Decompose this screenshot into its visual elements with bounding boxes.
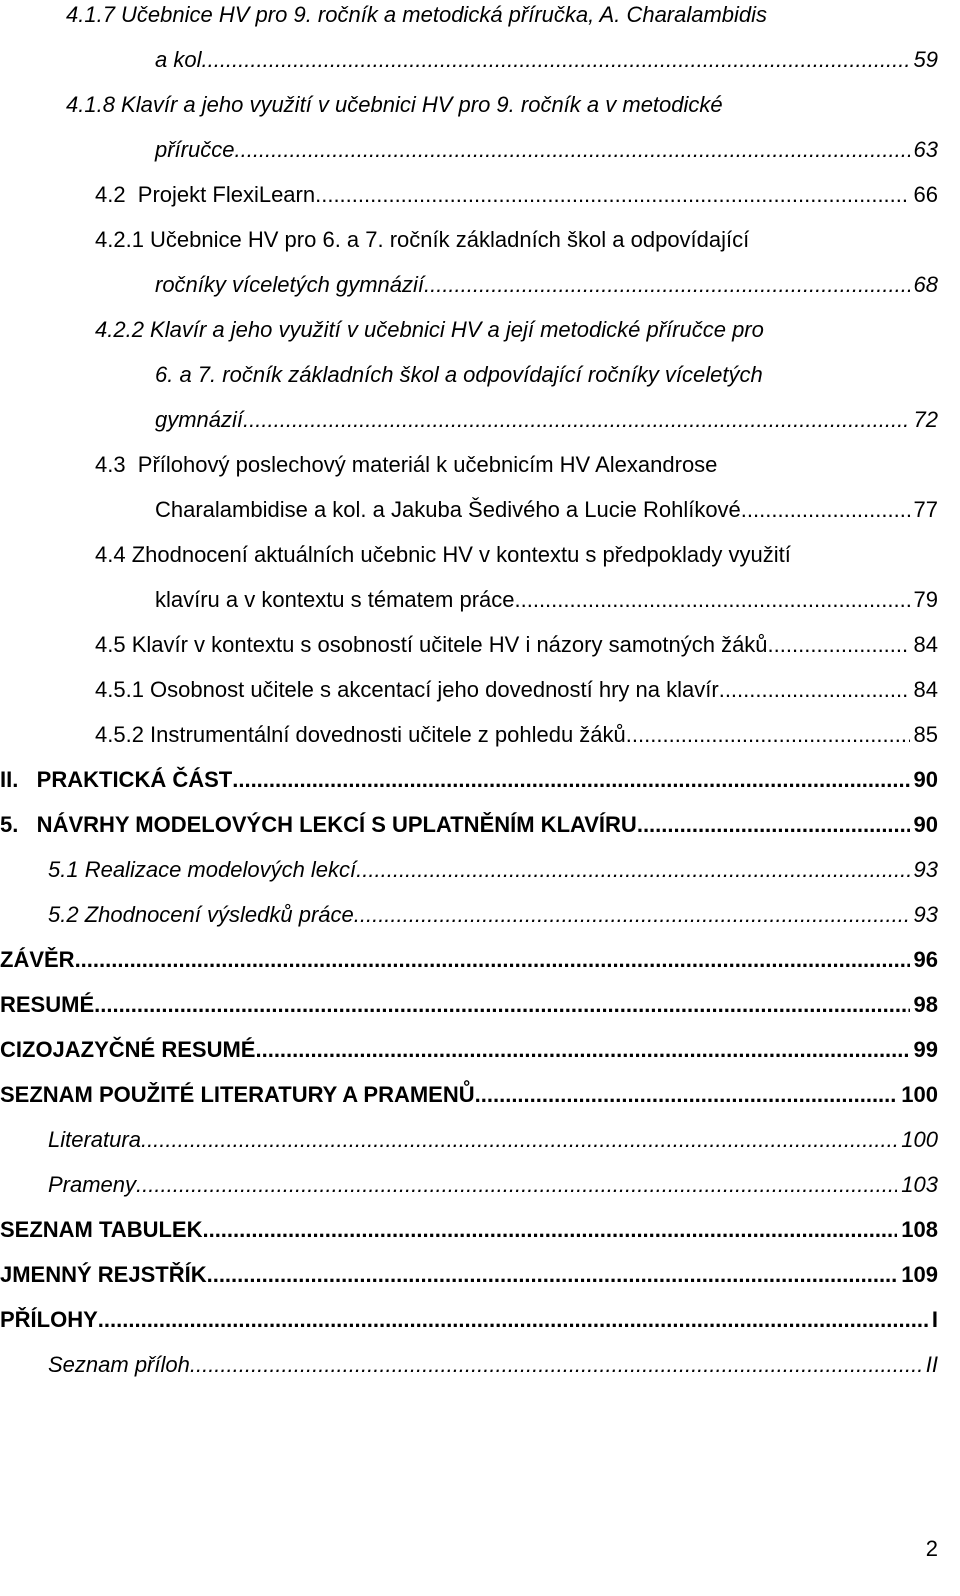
toc-page-number: 90 <box>913 812 938 837</box>
toc-entry-title: příručce <box>155 137 235 162</box>
toc-page-number: 68 <box>913 272 938 297</box>
toc-entry-4-5-1[interactable] <box>95 667 938 703</box>
toc-page-number: 93 <box>913 857 938 882</box>
toc-entry-name-index[interactable] <box>0 1252 938 1288</box>
toc-entry-title: Charalambidise a kol. a Jakuba Šedivého a Lucie Rohlíkové <box>155 497 741 522</box>
toc-entry-part-2[interactable] <box>0 757 938 793</box>
toc-entry-title: Prameny <box>48 1172 137 1197</box>
toc-page-number: 79 <box>913 587 938 612</box>
toc-entry-4-3-line1 <box>95 442 938 478</box>
toc-page-number: 109 <box>901 1262 938 1287</box>
toc-entry-4-2-1-line1 <box>95 217 938 253</box>
toc-entry-title: CIZOJAZYČNÉ RESUMÉ <box>0 1037 256 1062</box>
dot-leader <box>475 1082 898 1108</box>
toc-page-number: 108 <box>901 1217 938 1242</box>
toc-entry-title: 4.5 Klavír v kontextu s osobností učitele HV i názory samotných žáků <box>95 632 768 657</box>
toc-entry-title: PŘÍLOHY <box>0 1307 98 1332</box>
toc-entry-4-2-1[interactable] <box>155 262 938 298</box>
toc-entry-4-1-7[interactable] <box>155 37 938 73</box>
toc-entry-4-2-2-line1 <box>95 307 938 343</box>
toc-entry-5-2[interactable] <box>48 892 938 928</box>
dot-leader <box>315 182 909 208</box>
toc-page-number: 63 <box>913 137 938 162</box>
dot-leader <box>255 1037 909 1063</box>
toc-page-number: 85 <box>913 722 938 747</box>
toc-entry-title: 5. NÁVRHY MODELOVÝCH LEKCÍ S UPLATNĚNÍM KLAVÍRU <box>0 812 637 837</box>
toc-entry-5[interactable] <box>0 802 938 838</box>
toc-entry-title: 4.4 Zhodnocení aktuálních učebnic HV v kontextu s předpoklady využití <box>95 542 791 567</box>
toc-entry-title: 4.1.7 Učebnice HV pro 9. ročník a metodická příručka, A. Charalambidis <box>66 2 768 27</box>
dot-leader <box>356 857 909 883</box>
toc-entry-4-2-2[interactable] <box>155 397 938 433</box>
dot-leader <box>626 722 910 748</box>
toc-entry-title: klavíru a v kontextu s tématem práce <box>155 587 515 612</box>
toc-entry-4-3[interactable] <box>155 487 938 523</box>
toc-page-number: 84 <box>913 632 938 657</box>
toc-page-number: 96 <box>913 947 938 972</box>
toc-entry-title: a kol. <box>155 47 208 72</box>
dot-leader <box>136 1172 897 1198</box>
dot-leader <box>202 1217 897 1243</box>
dot-leader <box>234 137 909 163</box>
dot-leader <box>98 1307 928 1333</box>
toc-entry-title: 4.2.1 Učebnice HV pro 6. a 7. ročník základních škol a odpovídající <box>95 227 750 252</box>
toc-page-number: 99 <box>913 1037 938 1062</box>
toc-page-number: 98 <box>913 992 938 1017</box>
toc-entry-4-2[interactable] <box>95 172 938 208</box>
toc-entry-title: II. PRAKTICKÁ ČÁST <box>0 767 233 792</box>
dot-leader <box>190 1352 922 1378</box>
toc-entry-title: 4.2 Projekt FlexiLearn <box>95 182 316 207</box>
toc-entry-title: SEZNAM POUŽITÉ LITERATURY A PRAMENŮ <box>0 1082 475 1107</box>
toc-entry-title: 4.5.1 Osobnost učitele s akcentací jeho dovedností hry na klavír <box>95 677 719 702</box>
toc-entry-tables[interactable] <box>0 1207 938 1243</box>
toc-page-number: 93 <box>913 902 938 927</box>
toc-entry-title: Literatura <box>48 1127 141 1152</box>
dot-leader <box>768 632 910 658</box>
toc-entry-appendix-list[interactable] <box>48 1342 938 1378</box>
toc-entry-title: gymnázií <box>155 407 244 432</box>
toc-page-number: II <box>925 1352 938 1377</box>
toc-entry-zaver[interactable] <box>0 937 938 973</box>
toc-page-number: 84 <box>913 677 938 702</box>
toc-entry-title: SEZNAM TABULEK <box>0 1217 203 1242</box>
toc-entry-title: 4.3 Přílohový poslechový materiál k učebnicím HV Alexandrose <box>95 452 718 477</box>
toc-entry-bibliography[interactable] <box>0 1072 938 1108</box>
dot-leader <box>141 1127 897 1153</box>
toc-page-number: 72 <box>913 407 938 432</box>
page-number: 2 <box>925 1536 938 1561</box>
toc-entry-title: 4.5.2 Instrumentální dovednosti učitele z pohledu žáků <box>95 722 626 747</box>
toc-entry-4-4-line1 <box>95 532 938 568</box>
toc-page-number: 77 <box>913 497 938 522</box>
dot-leader <box>94 992 909 1018</box>
toc-entry-foreign-resume[interactable] <box>0 1027 938 1063</box>
dot-leader <box>424 272 910 298</box>
toc-entry-title: Seznam příloh <box>48 1352 190 1377</box>
dot-leader <box>515 587 910 613</box>
toc-page-number: 66 <box>913 182 938 207</box>
toc-entry-title: RESUMÉ <box>0 992 95 1017</box>
toc-entry-4-5-2[interactable] <box>95 712 938 748</box>
dot-leader <box>232 767 909 793</box>
toc-entry-4-1-8-line1 <box>66 82 938 118</box>
toc-entry-4-5[interactable] <box>95 622 938 658</box>
toc-entry-title: 4.1.8 Klavír a jeho využití v učebnici HV pro 9. ročník a v metodické <box>66 92 723 117</box>
dot-leader <box>637 812 910 838</box>
toc-entry-4-4[interactable] <box>155 577 938 613</box>
toc-entry-5-1[interactable] <box>48 847 938 883</box>
toc-entry-title: 5.2 Zhodnocení výsledků práce <box>48 902 354 927</box>
toc-entry-appendices[interactable] <box>0 1297 938 1333</box>
dot-leader <box>75 947 910 973</box>
toc-entry-title: 5.1 Realizace modelových lekcí <box>48 857 357 882</box>
dot-leader <box>207 1262 898 1288</box>
toc-entry-4-1-7-line1 <box>66 0 938 28</box>
toc-entry-title: JMENNÝ REJSTŘÍK <box>0 1262 207 1287</box>
toc-entry-prameny[interactable] <box>48 1162 938 1198</box>
dot-leader <box>208 47 910 73</box>
toc-entry-title: 6. a 7. ročník základních škol a odpovídající ročníky víceletých <box>155 362 763 387</box>
toc-page-number: 100 <box>901 1082 938 1107</box>
dot-leader <box>741 497 910 523</box>
toc-entry-literatura[interactable] <box>48 1117 938 1153</box>
dot-leader <box>719 677 910 703</box>
toc-entry-resume[interactable] <box>0 982 938 1018</box>
toc-entry-4-1-8[interactable] <box>155 127 938 163</box>
toc-page-number: 90 <box>913 767 938 792</box>
toc-page-number: I <box>931 1307 938 1332</box>
toc-entry-title: ročníky víceletých gymnázií <box>155 272 424 297</box>
toc-entry-title: ZÁVĚR <box>0 947 75 972</box>
dot-leader <box>354 902 910 928</box>
toc-entry-title: 4.2.2 Klavír a jeho využití v učebnici HV a její metodické příručce pro <box>95 317 764 342</box>
dot-leader <box>243 407 909 433</box>
toc-page-number: 59 <box>913 47 938 72</box>
toc-page-number: 103 <box>901 1172 938 1197</box>
toc-entry-4-2-2-line2 <box>155 352 938 388</box>
toc-page-number: 100 <box>901 1127 938 1152</box>
